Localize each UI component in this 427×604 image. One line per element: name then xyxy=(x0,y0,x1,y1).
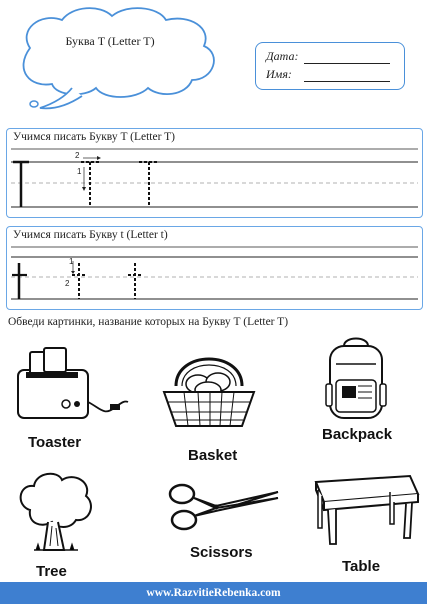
date-label: Дата: xyxy=(266,49,299,63)
worksheet-title: Буква T (Letter T) xyxy=(65,34,155,48)
letter-t-trace-2 xyxy=(128,263,143,299)
backpack-picture[interactable] xyxy=(322,334,390,422)
date-name-box xyxy=(255,42,405,90)
letter-T-trace-1 xyxy=(81,156,101,207)
instruction-text: Обведи картинки, название которых на Букву T (Letter T) xyxy=(8,316,289,328)
letter-t-trace-1 xyxy=(71,261,87,299)
footer-website[interactable]: www.RazvitieRebenka.com xyxy=(0,582,427,604)
stroke-number: 2 xyxy=(75,151,80,160)
scissors-picture[interactable] xyxy=(164,480,284,536)
picture-label: Basket xyxy=(188,447,238,464)
title-cloud xyxy=(0,0,240,120)
picture-label: Table xyxy=(342,558,381,575)
basket-picture[interactable] xyxy=(158,346,260,432)
stroke-number: 1 xyxy=(69,257,74,266)
picture-label: Toaster xyxy=(28,434,82,451)
date-line[interactable] xyxy=(304,63,390,64)
panel-title-lower: Учимся писать Букву t (Letter t) xyxy=(13,229,168,241)
table-picture[interactable] xyxy=(306,472,422,552)
name-line[interactable] xyxy=(304,81,390,82)
tracing-lines-upper xyxy=(7,129,422,217)
picture-label: Tree xyxy=(36,563,67,580)
letter-T-trace-2 xyxy=(139,162,159,207)
picture-label: Scissors xyxy=(190,544,253,561)
panel-title-upper: Учимся писать Букву T (Letter T) xyxy=(13,131,175,143)
toaster-picture[interactable] xyxy=(14,342,134,424)
letter-T-sample xyxy=(13,162,29,207)
tracing-lines-lower xyxy=(7,227,422,309)
tree-picture[interactable] xyxy=(14,470,96,556)
picture-label: Backpack xyxy=(322,426,393,443)
name-label: Имя: xyxy=(266,67,292,81)
stroke-number: 2 xyxy=(65,279,70,288)
letter-t-sample xyxy=(12,263,27,299)
tracing-panel-lower xyxy=(6,226,423,310)
stroke-number: 1 xyxy=(77,167,82,176)
tracing-panel-upper xyxy=(6,128,423,218)
